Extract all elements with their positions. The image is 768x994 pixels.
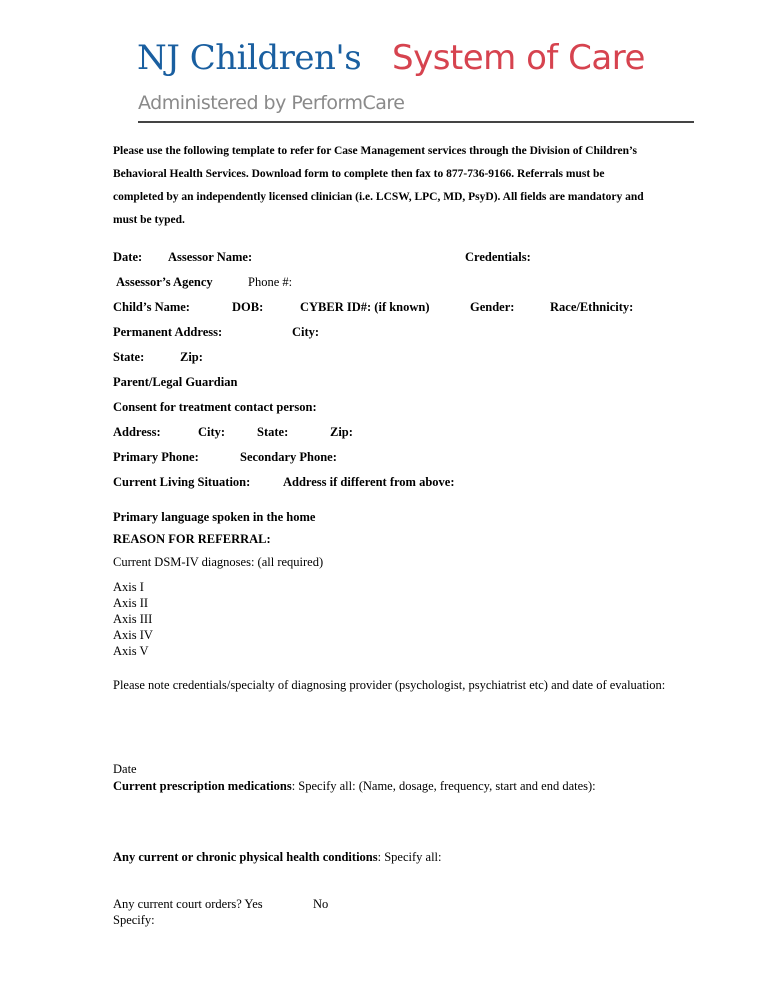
living-situation-label: Current Living Situation: xyxy=(113,475,251,489)
logo-title-red: System of Care xyxy=(392,38,645,78)
axis-item: Axis V xyxy=(113,644,149,658)
dsm-label: Current DSM-IV diagnoses: (all required) xyxy=(113,555,324,569)
evaluation-date-label: Date xyxy=(113,762,137,776)
logo-title-blue: NJ Children's xyxy=(137,38,362,78)
address2-label: Address: xyxy=(113,425,161,439)
permanent-address-label: Permanent Address: xyxy=(113,325,223,339)
language-label: Primary language spoken in the home xyxy=(113,510,316,524)
axis-item: Axis III xyxy=(113,612,153,626)
health-line xyxy=(113,850,441,865)
logo-subtitle: Administered by PerformCare xyxy=(138,92,405,114)
state-label: State: xyxy=(113,350,145,364)
court-orders-label: Any current court orders? Yes xyxy=(113,897,263,911)
axis-item: Axis IV xyxy=(113,628,153,642)
intro-line: Behavioral Health Services. Download form to complete then fax to 877-736-9166. Referrals must be xyxy=(113,168,605,180)
cyber-id-label: CYBER ID#: (if known) xyxy=(300,300,430,314)
assessor-name-label: Assessor Name: xyxy=(168,250,253,264)
secondary-phone-label: Secondary Phone: xyxy=(240,450,337,464)
court-no-label: No xyxy=(313,897,329,911)
health-label: Any current or chronic physical health conditions xyxy=(113,850,378,864)
header-divider xyxy=(138,121,694,123)
city-label: City: xyxy=(292,325,320,339)
medications-instructions: : Specify all: (Name, dosage, frequency, start and end dates): xyxy=(291,779,596,793)
intro-line: completed by an independently licensed clinician (i.e. LCSW, LPC, MD, PsyD). All fields are mandatory and xyxy=(113,191,644,203)
health-instructions: : Specify all: xyxy=(377,850,442,864)
intro-line: Please use the following template to refer for Case Management services through the Division of Children’s xyxy=(113,145,637,157)
reason-heading: REASON FOR REFERRAL: xyxy=(113,532,271,546)
city2-label: City: xyxy=(198,425,226,439)
primary-phone-label: Primary Phone: xyxy=(113,450,199,464)
credentials-label: Credentials: xyxy=(465,250,531,264)
phone-label: Phone #: xyxy=(248,275,293,289)
axis-item: Axis I xyxy=(113,580,144,594)
date-label: Date: xyxy=(113,250,143,264)
agency-label: Assessor’s Agency xyxy=(116,275,213,289)
medications-line xyxy=(113,779,596,794)
state2-label: State: xyxy=(257,425,289,439)
gender-label: Gender: xyxy=(470,300,515,314)
provider-note: Please note credentials/specialty of diagnosing provider (psychologist, psychiatrist etc) and date of evaluation: xyxy=(113,678,666,692)
zip-label: Zip: xyxy=(180,350,203,364)
guardian-label: Parent/Legal Guardian xyxy=(113,375,238,389)
court-specify-label: Specify: xyxy=(113,913,155,927)
axis-item: Axis II xyxy=(113,596,149,610)
consent-label: Consent for treatment contact person: xyxy=(113,400,317,414)
child-name-label: Child’s Name: xyxy=(113,300,190,314)
zip2-label: Zip: xyxy=(330,425,353,439)
address-different-label: Address if different from above: xyxy=(283,475,455,489)
race-label: Race/Ethnicity: xyxy=(550,300,634,314)
intro-line: must be typed. xyxy=(113,214,185,226)
medications-label: Current prescription medications xyxy=(113,779,292,793)
dob-label: DOB: xyxy=(232,300,264,314)
